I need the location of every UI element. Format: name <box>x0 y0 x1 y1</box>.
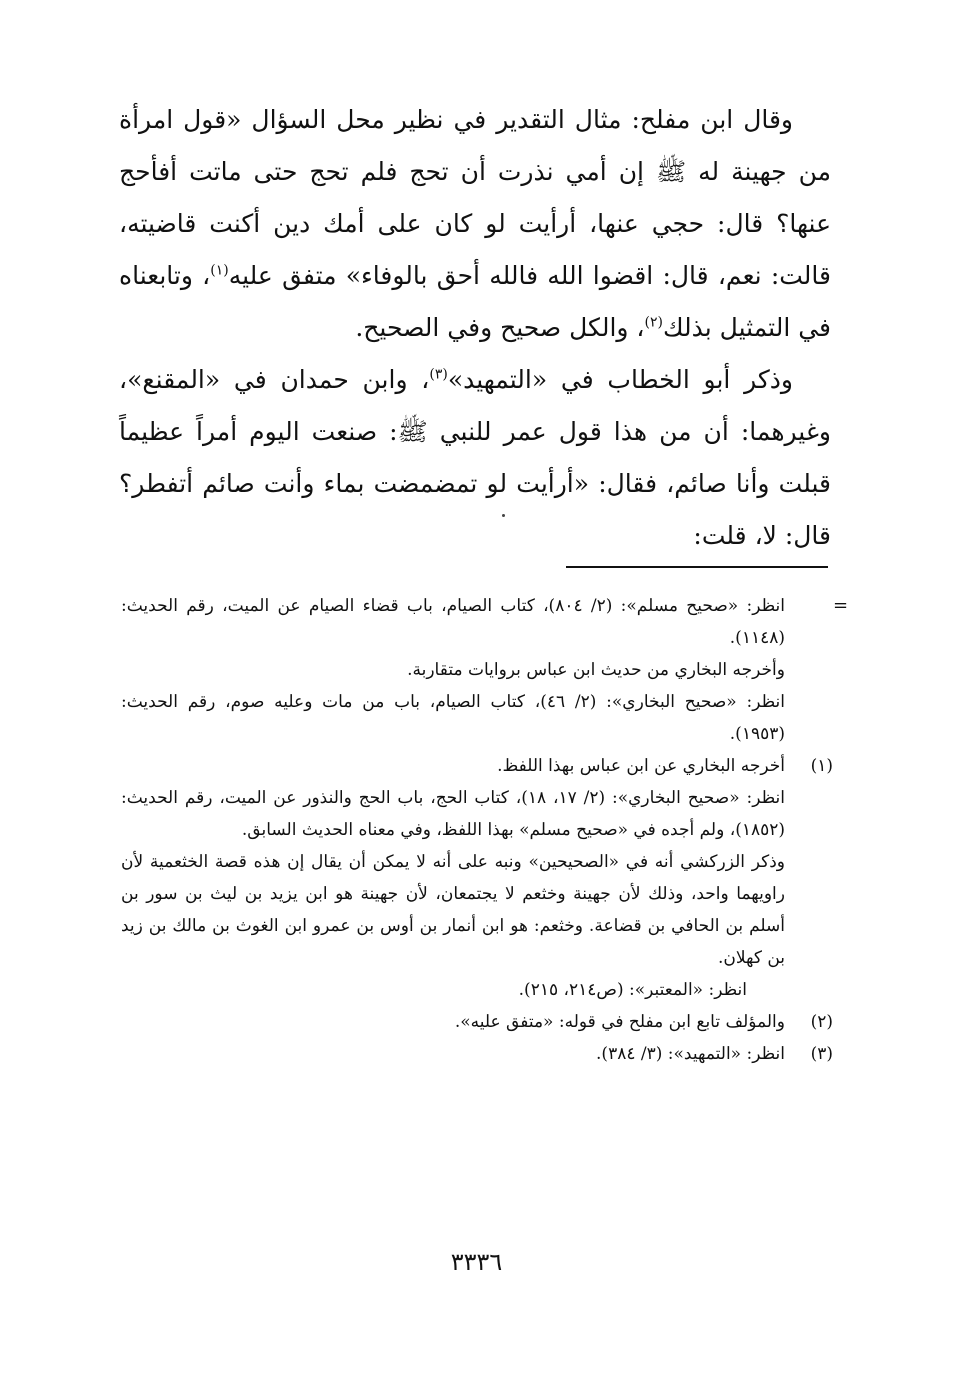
footnote-continuation <box>121 590 833 750</box>
footnote-3 <box>121 1038 833 1070</box>
footnote-1-line-2: انظر: «صحيح البخاري»: (٢/ ١٧، ١٨)، كتاب الحج، باب الحج والنذور عن الميت، رقم الحديث: (١٨٥٢)، ولم أجده في «صحيح مسلم» بهذا اللفظ، وفي معناه الحديث السابق. <box>121 788 785 840</box>
footnote-cont-line-1: انظر: «صحيح مسلم»: (٢/ ٨٠٤)، كتاب الصيام، باب قضاء الصيام عن الميت، رقم الحديث: (١١٤٨). <box>121 596 785 648</box>
main-text <box>119 94 831 562</box>
footnote-cont-line-3: انظر: «صحيح البخاري»: (٢/ ٤٦)، كتاب الصيام، باب من مات وعليه صوم، رقم الحديث: (١٩٥٣). <box>121 692 785 744</box>
main-paragraph-2 <box>119 354 831 562</box>
main-paragraph-2-text-a: وذكر أبو الخطاب في «التمهيد» <box>447 365 793 394</box>
footnote-1-line-4: انظر: «المعتبر»: (ص٢١٤، ٢١٥). <box>518 980 747 1000</box>
footnote-3-number: (٣) <box>810 1044 833 1064</box>
stray-dot <box>502 514 505 517</box>
footnote-1-line-3: وذكر الزركشي أنه في «الصحيحين» ونبه على أنه لا يمكن أن يقال إن هذه قصة الخثعمية لأن راويهما واحد، وذلك لأن جهينة وخثعم لا يجتمعان، لأن جهينة هو ابن يزيد بن ليث بن سور بن أسلم بن الحافي بن قضاعة. وخثعم: هو ابن أنمار بن أوس بن عمرو ابن الغوث بن مالك بن زيد بن كهلان. <box>121 852 785 968</box>
footnote-cont-line-2: وأخرجه البخاري من حديث ابن عباس بروايات متقاربة. <box>407 660 785 680</box>
footnote-ref-2[interactable]: (٢) <box>644 314 663 331</box>
main-paragraph-1-text-c: ، والكل صحيح وفي الصحيح. <box>355 313 645 342</box>
footnote-separator <box>566 566 828 568</box>
continuation-mark: = <box>833 595 849 616</box>
main-paragraph-1-text-a: وقال ابن مفلح: مثال التقدير في نظير محل السؤال «قول امرأة من جهينة له ﷺ إن أمي نذرت أن تحج فلم تحج حتى ماتت أفأحج عنها؟ قال: حجي عنها، أرأيت لو كان على أمك دين أكنت قاضيته، قالت: نعم، قال: اقضوا الله فالله أحق بالوفاء» متفق عليه <box>119 105 831 290</box>
footnote-3-line-1: انظر: «التمهيد»: (٣/ ٣٨٤). <box>596 1044 785 1064</box>
footnote-2-line-1: والمؤلف تابع ابن مفلح في قوله: «متفق عليه». <box>454 1012 785 1032</box>
main-paragraph-1 <box>119 94 831 354</box>
footnote-1-line-1: أخرجه البخاري عن ابن عباس بهذا اللفظ. <box>497 756 785 776</box>
footnote-1 <box>121 750 833 1006</box>
footnote-2-number: (٢) <box>810 1012 833 1032</box>
footnotes <box>121 590 833 1070</box>
footnote-2 <box>121 1006 833 1038</box>
footnote-1-number: (١) <box>810 756 833 776</box>
footnote-ref-1[interactable]: (١) <box>210 262 229 279</box>
footnote-ref-3[interactable]: (٣) <box>429 366 448 383</box>
main-paragraph-1-text-b: ، وتابعناه في التمثيل بذلك <box>119 261 831 342</box>
main-paragraph-2-text-b: ، وابن حمدان في «المقنع»، وغيرهما: أن من هذا قول عمر للنبي ﷺ: صنعت اليوم أمراً عظيماً قبلت وأنا صائم، فقال: «أرأيت لو تمضمضت بماء وأنت صائم أتفطر؟ قال: لا، قلت: <box>119 365 831 550</box>
page-number: ٣٣٣٦ <box>450 1248 503 1276</box>
